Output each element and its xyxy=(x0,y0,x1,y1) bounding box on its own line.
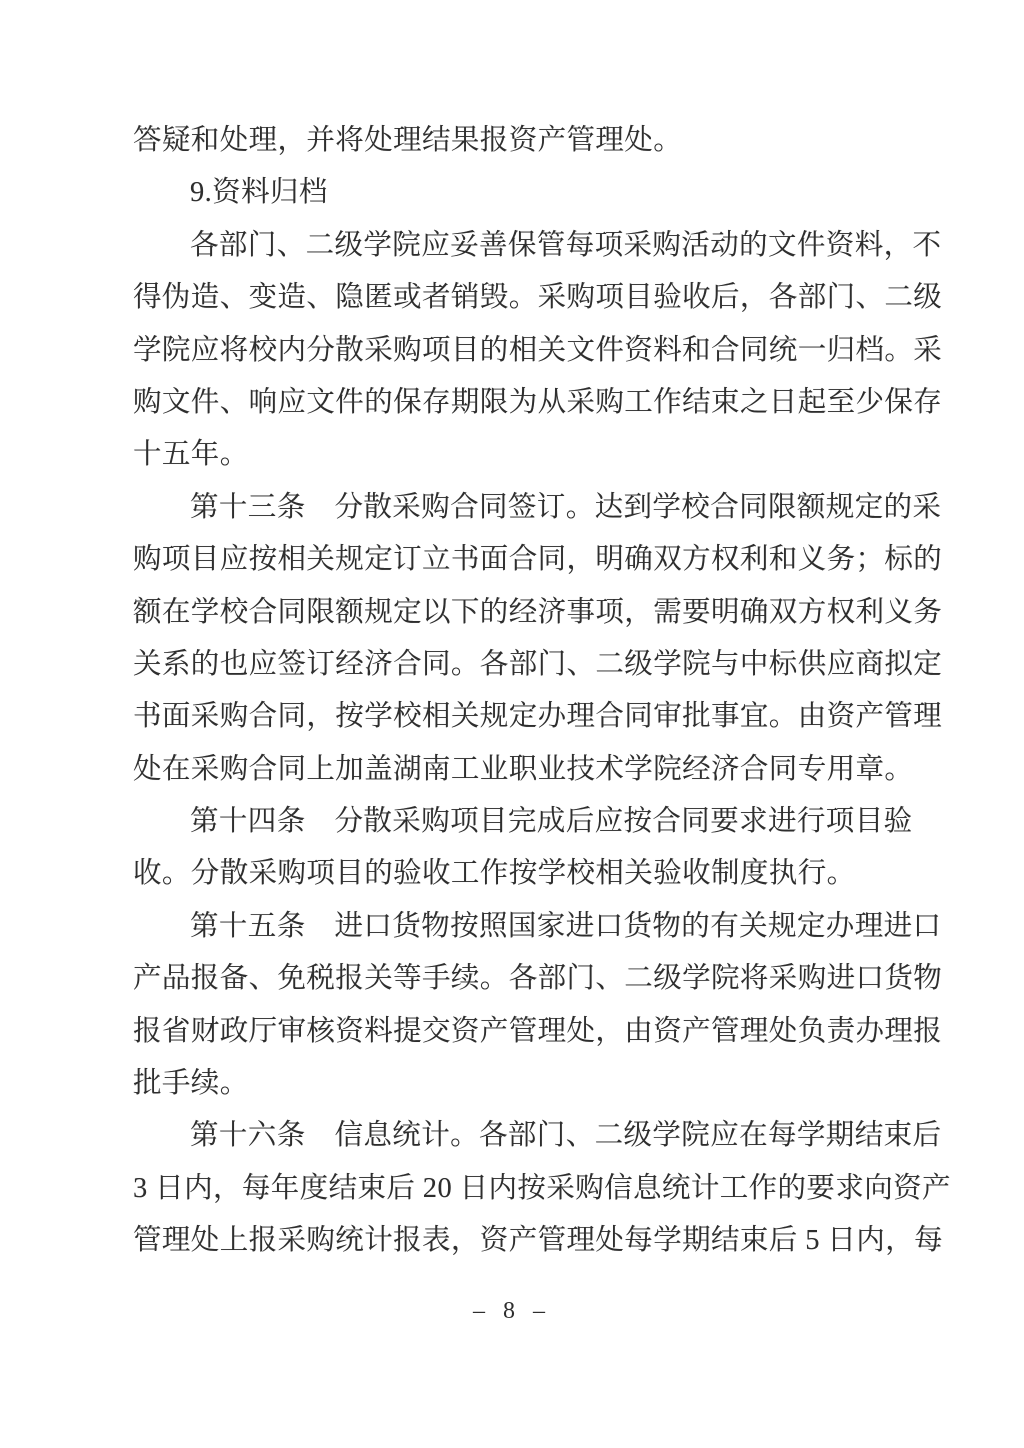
text-line: 购项目应按相关规定订立书面合同，明确双方权利和义务；标的 xyxy=(133,544,943,576)
text-line: 3 日内，每年度结束后 20 日内按采购信息统计工作的要求向资产 xyxy=(133,1172,951,1204)
text-line: 十五年。 xyxy=(133,439,249,471)
text-line: 各部门、二级学院应妥善保管每项采购活动的文件资料，不 xyxy=(190,229,942,261)
text-line: 学院应将校内分散采购项目的相关文件资料和合同统一归档。采 xyxy=(133,334,943,366)
text-line: 收。分散采购项目的验收工作按学校相关验收制度执行。 xyxy=(133,858,856,890)
text-line: 第十四条 分散采购项目完成后应按合同要求进行项目验 xyxy=(190,806,913,838)
text-line: 处在采购合同上加盖湖南工业职业技术学院经济合同专用章。 xyxy=(133,753,914,785)
text-line: 得伪造、变造、隐匿或者销毁。采购项目验收后，各部门、二级 xyxy=(133,282,943,314)
page-number: – 8 – xyxy=(473,1298,551,1324)
text-line: 第十三条 分散采购合同签订。达到学校合同限额规定的采 xyxy=(190,491,942,523)
text-line: 购文件、响应文件的保存期限为从采购工作结束之日起至少保存 xyxy=(133,386,943,418)
text-line: 产品报备、免税报关等手续。各部门、二级学院将采购进口货物 xyxy=(133,963,943,995)
text-line: 管理处上报采购统计报表，资产管理处每学期结束后 5 日内，每 xyxy=(133,1225,944,1257)
text-line: 第十六条 信息统计。各部门、二级学院应在每学期结束后 xyxy=(190,1120,942,1152)
text-line: 报省财政厅审核资料提交资产管理处，由资产管理处负责办理报 xyxy=(133,1015,943,1047)
text-line: 书面采购合同，按学校相关规定办理合同审批事宜。由资产管理 xyxy=(133,701,943,733)
text-line: 额在学校合同限额规定以下的经济事项，需要明确双方权利义务 xyxy=(133,596,943,628)
document-text-block xyxy=(133,115,951,1268)
text-line: 关系的也应签订经济合同。各部门、二级学院与中标供应商拟定 xyxy=(133,648,943,680)
text-line: 批手续。 xyxy=(133,1068,249,1100)
text-line: 第十五条 进口货物按照国家进口货物的有关规定办理进口 xyxy=(190,910,942,942)
text-line: 答疑和处理，并将处理结果报资产管理处。 xyxy=(133,125,683,156)
text-line: 9.资料归档 xyxy=(190,177,328,209)
